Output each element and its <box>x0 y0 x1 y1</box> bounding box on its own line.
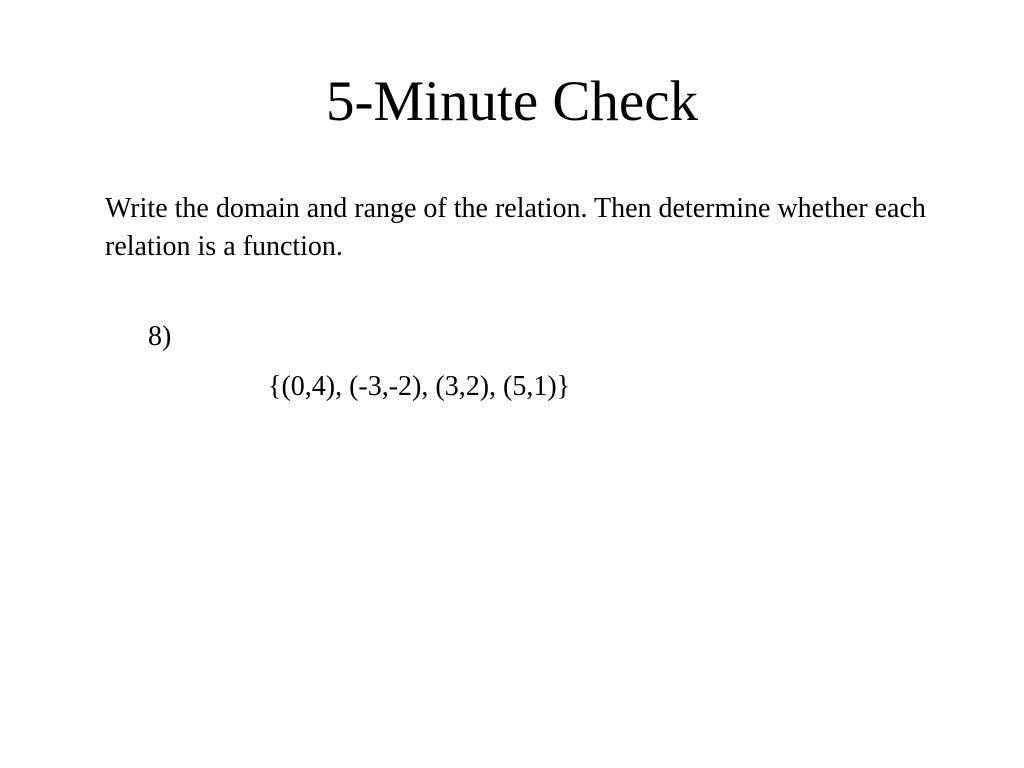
problem-number: 8) <box>148 321 172 352</box>
relation-set: {(0,4), (-3,-2), (3,2), (5,1)} <box>268 371 571 402</box>
slide-title: 5-Minute Check <box>325 70 698 133</box>
instructions-text: Write the domain and range of the relation. Then determine whether each relation is a function. <box>105 193 926 262</box>
